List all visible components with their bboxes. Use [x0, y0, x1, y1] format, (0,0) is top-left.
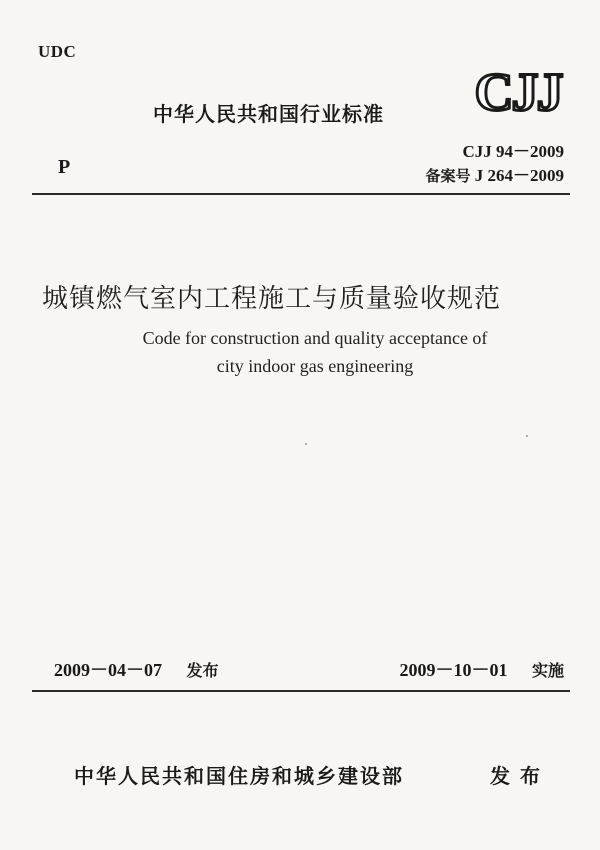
cjj-logo-text: CJJ [474, 62, 562, 118]
issue-date: 2009－04－07 [54, 660, 162, 680]
title-english-line1: Code for construction and quality acceptance of [142, 328, 488, 348]
udc-label: UDC [38, 42, 77, 61]
cjj-logo [468, 62, 568, 118]
record-number: J 264－2009 [474, 166, 564, 185]
paper-speck [305, 443, 307, 445]
effective-date-group [399, 656, 564, 682]
title-english-line2: city indoor gas engineering [216, 356, 414, 376]
effective-label: 实施 [531, 661, 564, 680]
top-divider [32, 193, 570, 195]
industry-standard-heading: 中华人民共和国行业标准 [153, 102, 384, 126]
paper-speck [526, 435, 528, 437]
issue-label: 发布 [186, 661, 219, 680]
issuer-name: 中华人民共和国住房和城乡建设部 [74, 764, 404, 788]
effective-date: 2009－10－01 [399, 660, 508, 680]
standard-number: CJJ 94－2009 [462, 142, 564, 161]
bottom-divider [32, 690, 570, 692]
standard-codes [425, 140, 564, 188]
issue-date-group [54, 656, 219, 682]
classification-label: P [58, 156, 71, 178]
title-chinese: 城镇燃气室内工程施工与质量验收规范 [42, 284, 502, 314]
record-prefix: 备案号 [425, 167, 471, 185]
record-number-line [425, 164, 564, 188]
issuer-verb: 发布 [490, 764, 550, 788]
